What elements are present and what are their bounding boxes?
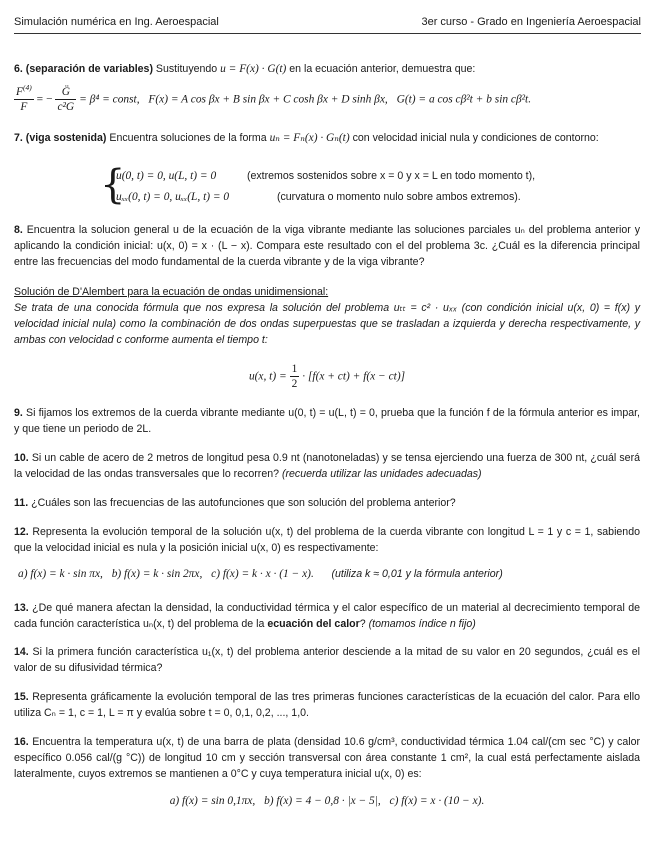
frac-g: $\frac{G̈}{\text{c²G}}$ [57, 86, 75, 113]
problem-7: 7. (viga sostenida) Encuentra soluciones de la forma uₙ = Fₙ(x) · Gₙ(t) con velocidad inicial nula y condiciones de contorno: [14, 132, 599, 144]
system-row-1: u(0, t) = 0, u(L, t) = 0 (extremos sostenidos sobre x = 0 y x = L en todo momento t), [116, 170, 536, 182]
problem-12-number: 12. [14, 526, 29, 538]
left-brace: { [100, 162, 126, 208]
problem-6-number: 6. [14, 63, 23, 75]
problem-13: 13. ¿De qué manera afectan la densidad, la conductividad térmica y el calor específico de un material al decrecimiento temporal de cada función característica uₙ(x, t) del problema de la ecuación del calor? (tomamos índice n fijo) [14, 602, 640, 630]
problem-12-options: a) f(x) = k · sin πx, b) f(x) = k · sin 2πx, c) f(x) = k · x · (1 − x). (utiliza k ≈ 0,01 y la fórmula anterior) [18, 568, 503, 580]
dalembert-heading: Solución de D'Alembert para la ecuación de ondas unidimensional: [14, 286, 329, 298]
problem-13-number: 13. [14, 602, 29, 614]
problem-14-number: 14. [14, 646, 29, 658]
problem-16-options: a) f(x) = sin 0,1πx, b) f(x) = 4 − 0,8 · |x − 5|, c) f(x) = x · (10 − x). [169, 795, 485, 807]
problem-10: 10. Si un cable de acero de 2 metros de longitud pesa 0.9 nt (nanotoneladas) y se tensa ejerciendo una fuerza de 300 nt, ¿cuál será la velocidad de las ondas transversales que lo recorren? (recuerda utilizar las unidades adecuadas) [14, 452, 640, 480]
problem-6: 6. (separación de variables) Sustituyendo u = F(x) · G(t) en la ecuación anterior, demuestra que: [14, 63, 476, 75]
problem-16: 16. Encuentra la temperatura u(x, t) de una barra de plata (densidad 10.6 g/cm³, conductividad térmica 1.04 cal/(cm sec °C) y calor específico 0.056 cal/(g °C)) de longitud 10 cm y sección transversal con área constante 1 cm², la cual está perfectamente aislada lateralmente, cuyos extremos se mantienen a 0°C y cuya temperatura inicial u(x, 0) es: [14, 736, 640, 780]
header-course: Simulación numérica en Ing. Aeroespacial [14, 16, 219, 28]
problem-8: 8. Encuentra la solucion general u de la ecuación de la viga vibrante mediante las soluciones parciales uₙ del problema anterior y aplicando la condición inicial: u(x, 0) = x · (L − x). Compara este resultado con el del problema 3c. ¿Cuál es la diferencia principal entre las frecuencias del modo fundamental de la cuerda vibrante y de la viga vibrante? [14, 224, 640, 268]
problem-6-title: (separación de variables) [25, 63, 153, 75]
header-rule [14, 33, 641, 34]
frac-f: $\frac{F^{(4)}}{F}$ [16, 83, 32, 113]
system-row-2: uₓₓ(0, t) = 0, uₓₓ(L, t) = 0 (curvatura o momento nulo sobre ambos extremos). [116, 191, 521, 203]
dalembert-equation: u(x, t) = $\frac{1}{2}$ · [f(x + ct) + f(x − ct)] [248, 363, 406, 390]
problem-11: 11. ¿Cuáles son las frecuencias de las autofunciones que son solución del problema anterior? [14, 497, 456, 509]
page-header [14, 14, 641, 30]
problem-7-number: 7. [14, 132, 23, 144]
problem-7-system [0, 162, 655, 208]
problem-6-eq-u: u = F(x) · G(t) [220, 63, 287, 75]
problem-15: 15. Representa gráficamente la evolución temporal de las tres primeras funciones características de la ecuación del calor. Para ello utiliza Cₙ = 1, c = 1, L = π y evalúa sobre t = 0, 0,1, 0,2, ..., 1,0. [14, 691, 640, 719]
dalembert-text: Se trata de una conocida fórmula que nos expresa la solución del problema uₜₜ = c² · uₓₓ (con condición inicial u(x, 0) = f(x) y velocidad inicial nula) como la combinación de dos ondas superpuestas que se trasladan a izquierda y derecha respectivamente, y ambas con velocidad c conforme aumenta el tiempo t: [14, 302, 640, 346]
problem-11-number: 11. [14, 497, 29, 509]
problem-6-equation: $\frac{F^{(4)}}{F}$ = − $\frac{G̈}{\text{c²G}}$ = β⁴ = const, F(x) = A cos βx + B sin βx + C cosh βx + D sinh βx, G(t) = a cos cβ²t + b sin cβ²t. [16, 83, 532, 113]
problem-9: 9. Si fijamos los extremos de la cuerda vibrante mediante u(0, t) = u(L, t) = 0, prueba que la función f de la fórmula anterior es impar, y que tiene un periodo de 2L. [14, 407, 640, 435]
problem-14: 14. Si la primera función característica u₁(x, t) del problema anterior desciende a la mitad de su valor en 20 segundos, ¿cuál es el valor de su difusividad térmica? [14, 646, 640, 674]
problem-10-number: 10. [14, 452, 29, 464]
problem-16-number: 16. [14, 736, 29, 748]
problem-9-number: 9. [14, 407, 23, 419]
problem-12: 12. Representa la evolución temporal de la solución u(x, t) del problema de la cuerda vibrante con longitud L = 1 y c = 1, sabiendo que la velocidad inicial es nula y la posición inicial u(x, 0) es respectivamente: [14, 526, 640, 554]
problem-8-number: 8. [14, 224, 23, 236]
header-degree: 3er curso - Grado en Ingeniería Aeroespacial [421, 16, 641, 28]
dalembert-section [14, 284, 640, 348]
problem-15-number: 15. [14, 691, 29, 703]
problem-7-title: (viga sostenida) [25, 132, 107, 144]
